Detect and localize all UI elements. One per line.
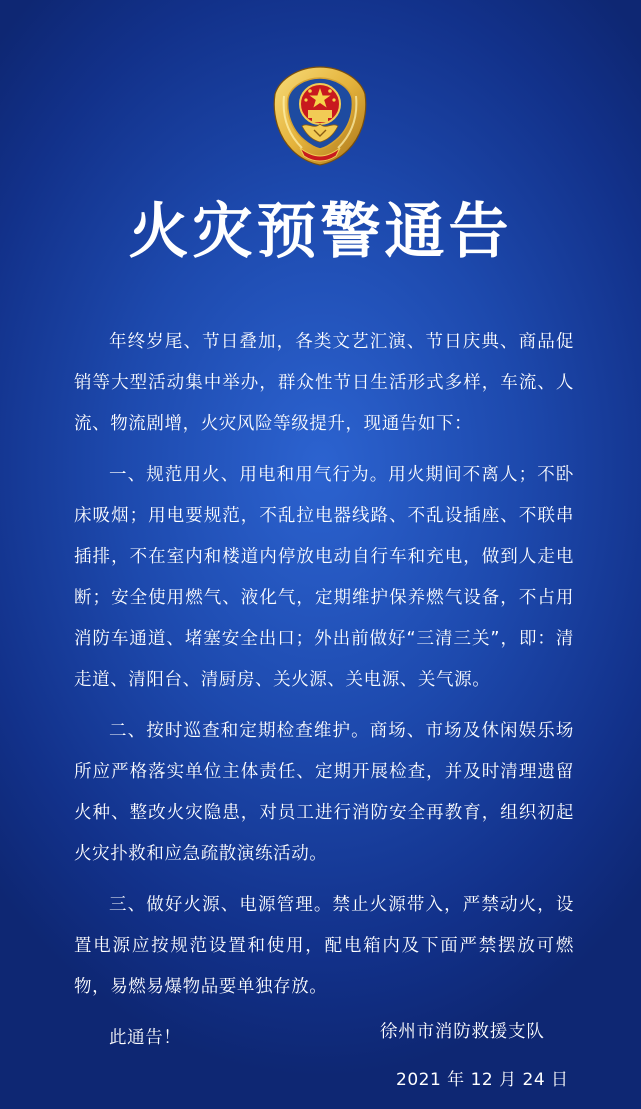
issue-date: 2021 年 12 月 24 日 — [396, 1070, 569, 1090]
notice-body — [74, 322, 574, 1069]
item-one-paragraph: 一、规范用火、用电和用气行为。用火期间不离人；不卧床吸烟；用电要规范，不乱拉电器线路、不乱设插座、不联串插排，不在室内和楼道内停放电动自行车和充电，做到人走电断；安全使用燃气、液化气，定期维护保养燃气设备，不占用消防车通道、堵塞安全出口；外出前做好“三清三关”，即：清走道、清阳台、清厨房、关火源、关电源、关气源。 — [74, 465, 574, 690]
item-two-paragraph: 二、按时巡查和定期检查维护。商场、市场及休闲娱乐场所应严格落实单位主体责任、定期开展检查，并及时清理遗留火种、整改火灾隐患，对员工进行消防安全再教育，组织初起火灾扑救和应急疏散演练活动。 — [74, 721, 574, 864]
intro-paragraph: 年终岁尾、节日叠加，各类文艺汇演、节日庆典、商品促销等大型活动集中举办，群众性节日生活形式多样，车流、人流、物流剧增，火灾风险等级提升，现通告如下： — [74, 332, 574, 434]
item-three-paragraph: 三、做好火源、电源管理。禁止火源带入，严禁动火，设置电源应按规范设置和使用，配电箱内及下面严禁摆放可燃物，易燃易爆物品要单独存放。 — [74, 895, 574, 997]
closing-paragraph: 此通告！ — [109, 1028, 182, 1048]
notice-title: 火灾预警通告 — [128, 197, 513, 267]
fire-rescue-emblem-icon — [270, 64, 370, 168]
issuer-signature: 徐州市消防救援支队 — [380, 1022, 545, 1042]
